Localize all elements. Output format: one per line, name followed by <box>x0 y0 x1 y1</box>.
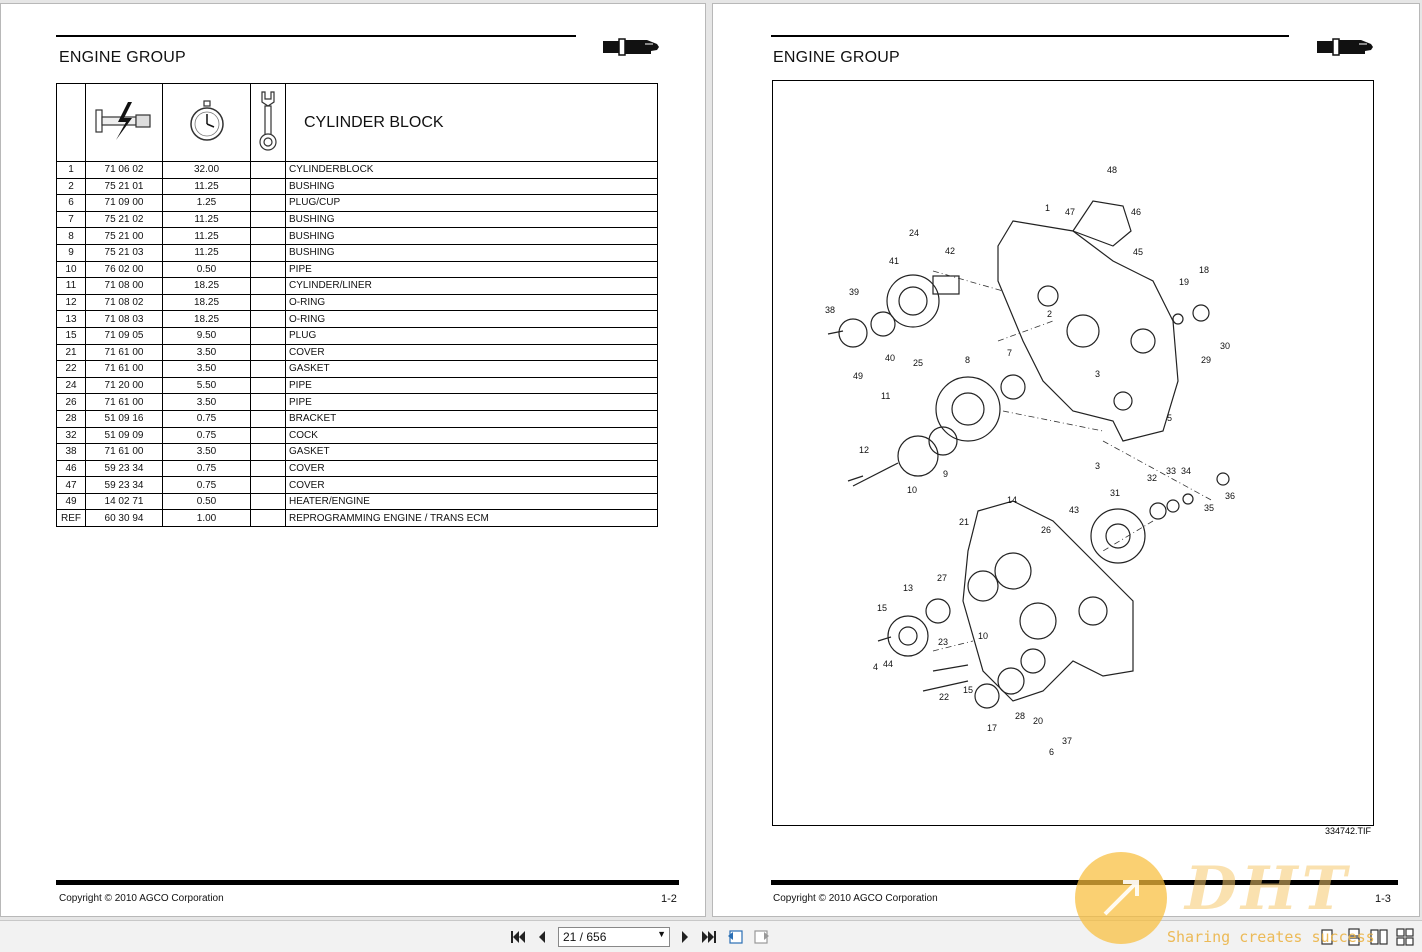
callout-label: 3 <box>1095 461 1101 471</box>
item-number-cell: 21 <box>57 344 86 361</box>
time-value-cell: 3.50 <box>163 344 251 361</box>
tool-cell <box>251 244 286 261</box>
item-number-cell: 7 <box>57 211 86 228</box>
callout-label: 40 <box>885 353 896 363</box>
operation-code-cell: 71 09 05 <box>86 327 163 344</box>
time-value-cell: 0.50 <box>163 493 251 510</box>
item-number-cell: REF <box>57 510 86 527</box>
tool-cell <box>251 460 286 477</box>
watermark-tagline: Sharing creates success <box>1167 928 1375 946</box>
callout-label: 27 <box>937 573 948 583</box>
operation-code-cell: 51 09 16 <box>86 410 163 427</box>
callout-label: 47 <box>1065 207 1076 217</box>
operation-code-cell: 71 61 00 <box>86 444 163 461</box>
footer-rule <box>771 880 1398 885</box>
description-cell: O-RING <box>286 294 658 311</box>
table-row <box>57 228 658 245</box>
callout-label: 15 <box>877 603 888 613</box>
time-value-cell: 3.50 <box>163 444 251 461</box>
first-page-icon <box>510 930 526 944</box>
tool-cell <box>251 278 286 295</box>
stopwatch-icon <box>187 99 227 143</box>
tool-cell <box>251 195 286 212</box>
description-cell: O-RING <box>286 311 658 328</box>
callout-label: 34 <box>1181 466 1192 476</box>
operation-code-cell: 71 61 00 <box>86 394 163 411</box>
operation-code-cell: 71 08 02 <box>86 294 163 311</box>
time-value-cell: 9.50 <box>163 327 251 344</box>
time-value-cell: 0.75 <box>163 427 251 444</box>
table-row <box>57 178 658 195</box>
table-row <box>57 410 658 427</box>
description-cell: PLUG/CUP <box>286 195 658 212</box>
callout-label: 6 <box>1049 747 1055 757</box>
table-row <box>57 311 658 328</box>
table-row <box>57 244 658 261</box>
chevron-down-icon[interactable]: ▼ <box>657 929 666 939</box>
description-cell: REPROGRAMMING ENGINE / TRANS ECM <box>286 510 658 527</box>
item-number-cell: 12 <box>57 294 86 311</box>
watermark-letters: DHT <box>1185 854 1351 924</box>
table-row <box>57 477 658 494</box>
operation-code-cell: 71 09 00 <box>86 195 163 212</box>
operation-code-cell: 71 20 00 <box>86 377 163 394</box>
description-cell: CYLINDERBLOCK <box>286 162 658 179</box>
callout-label: 25 <box>913 358 924 368</box>
time-value-cell: 0.50 <box>163 261 251 278</box>
table-row <box>57 460 658 477</box>
item-number-cell: 1 <box>57 162 86 179</box>
callout-label: 41 <box>889 256 900 266</box>
gear-8 <box>936 377 1000 441</box>
callout-label: 8 <box>965 355 971 365</box>
time-value-cell: 11.25 <box>163 228 251 245</box>
time-value-cell: 1.00 <box>163 510 251 527</box>
callout-label: 10 <box>907 485 918 495</box>
time-value-cell: 0.75 <box>163 477 251 494</box>
hand-icon <box>1315 35 1375 59</box>
time-value-cell: 0.75 <box>163 460 251 477</box>
operation-code-cell: 71 06 02 <box>86 162 163 179</box>
callout-label: 7 <box>1007 348 1013 358</box>
figure-reference: 334742.TIF <box>1324 826 1371 836</box>
table-row <box>57 195 658 212</box>
table-row <box>57 162 658 179</box>
tool-cell <box>251 493 286 510</box>
table-row <box>57 261 658 278</box>
description-cell: GASKET <box>286 444 658 461</box>
operation-code-cell: 71 08 00 <box>86 278 163 295</box>
continuous-facing-view-icon[interactable] <box>1396 928 1414 946</box>
time-value-cell: 0.75 <box>163 410 251 427</box>
callout-label: 17 <box>987 723 998 733</box>
item-number-cell: 2 <box>57 178 86 195</box>
tool-cell <box>251 427 286 444</box>
facing-pages-view-icon[interactable] <box>1370 928 1388 946</box>
description-cell: PIPE <box>286 261 658 278</box>
time-value-cell: 3.50 <box>163 361 251 378</box>
tool-cell <box>251 261 286 278</box>
time-value-cell: 11.25 <box>163 244 251 261</box>
tool-cell <box>251 361 286 378</box>
operation-code-cell: 75 21 02 <box>86 211 163 228</box>
item-number-cell: 28 <box>57 410 86 427</box>
callout-label: 2 <box>1047 309 1053 319</box>
description-cell: COVER <box>286 460 658 477</box>
item-number-cell: 8 <box>57 228 86 245</box>
item-number-cell: 24 <box>57 377 86 394</box>
gear-41 <box>887 275 939 327</box>
description-cell: BUSHING <box>286 228 658 245</box>
pulley-13 <box>888 616 928 656</box>
callout-label: 20 <box>1033 716 1044 726</box>
time-value-cell: 1.25 <box>163 195 251 212</box>
callout-label: 43 <box>1069 505 1080 515</box>
tool-cell <box>251 211 286 228</box>
callout-label: 28 <box>1015 711 1026 721</box>
tool-cell <box>251 178 286 195</box>
callout-label: 26 <box>1041 525 1052 535</box>
section-title: ENGINE GROUP <box>773 49 900 66</box>
callout-label: 35 <box>1204 503 1215 513</box>
go-forward-view-icon[interactable] <box>752 928 770 946</box>
operation-code-cell: 76 02 00 <box>86 261 163 278</box>
description-cell: BUSHING <box>286 244 658 261</box>
callout-label: 39 <box>849 287 860 297</box>
description-cell: COCK <box>286 427 658 444</box>
last-page-button[interactable] <box>699 927 719 947</box>
description-cell: GASKET <box>286 361 658 378</box>
copyright-text: Copyright © 2010 AGCO Corporation <box>59 893 224 904</box>
callout-label: 22 <box>939 692 950 702</box>
page-number: 1-3 <box>1375 893 1391 905</box>
tool-cell <box>251 162 286 179</box>
table-row <box>57 444 658 461</box>
callout-label: 9 <box>943 469 949 479</box>
single-page-view-icon[interactable] <box>1318 928 1336 946</box>
injector-icon <box>92 100 156 142</box>
callout-label: 10 <box>978 631 989 641</box>
time-value-cell: 18.25 <box>163 278 251 295</box>
callout-label: 14 <box>1007 495 1018 505</box>
table-row <box>57 361 658 378</box>
first-page-button[interactable] <box>508 927 528 947</box>
time-value-cell: 32.00 <box>163 162 251 179</box>
section-title: ENGINE GROUP <box>59 49 186 66</box>
callout-label: 45 <box>1133 247 1144 257</box>
description-cell: BUSHING <box>286 178 658 195</box>
cylinder-block-exploded-drawing <box>773 81 1373 825</box>
copyright-text: Copyright © 2010 AGCO Corporation <box>773 893 938 904</box>
operation-code-cell: 59 23 34 <box>86 477 163 494</box>
description-cell: BRACKET <box>286 410 658 427</box>
callout-label: 38 <box>825 305 836 315</box>
item-number-cell: 26 <box>57 394 86 411</box>
description-cell: CYLINDER/LINER <box>286 278 658 295</box>
description-cell: PLUG <box>286 327 658 344</box>
item-number-cell: 32 <box>57 427 86 444</box>
parts-table <box>56 83 658 527</box>
header-part-cell <box>86 84 163 162</box>
tool-cell <box>251 477 286 494</box>
table-row <box>57 394 658 411</box>
operation-code-cell: 75 21 03 <box>86 244 163 261</box>
tool-cell <box>251 444 286 461</box>
callout-label: 21 <box>959 517 970 527</box>
header-tool-cell <box>251 84 286 162</box>
tool-cell <box>251 327 286 344</box>
table-row <box>57 278 658 295</box>
callout-label: 13 <box>903 583 914 593</box>
time-value-cell: 18.25 <box>163 311 251 328</box>
callout-label: 4 <box>873 662 879 672</box>
item-number-cell: 46 <box>57 460 86 477</box>
item-number-cell: 9 <box>57 244 86 261</box>
description-cell: PIPE <box>286 377 658 394</box>
description-cell: COVER <box>286 477 658 494</box>
next-page-button[interactable] <box>675 927 695 947</box>
callout-label: 29 <box>1201 355 1212 365</box>
parts-table-body <box>57 162 658 527</box>
page-number-input[interactable] <box>558 927 670 947</box>
operation-code-cell: 75 21 00 <box>86 228 163 245</box>
callout-label: 12 <box>859 445 870 455</box>
callout-label: 33 <box>1166 466 1177 476</box>
callout-label: 18 <box>1199 265 1210 275</box>
time-value-cell: 5.50 <box>163 377 251 394</box>
time-value-cell: 11.25 <box>163 178 251 195</box>
gear-31 <box>1091 509 1145 563</box>
item-number-cell: 47 <box>57 477 86 494</box>
callout-label: 19 <box>1179 277 1190 287</box>
tool-cell <box>251 410 286 427</box>
time-value-cell: 11.25 <box>163 211 251 228</box>
tool-cell <box>251 394 286 411</box>
item-number-cell: 38 <box>57 444 86 461</box>
description-cell: COVER <box>286 344 658 361</box>
callout-label: 37 <box>1062 736 1073 746</box>
callout-label: 30 <box>1220 341 1231 351</box>
tool-cell <box>251 311 286 328</box>
table-row <box>57 377 658 394</box>
callout-label: 24 <box>909 228 920 238</box>
tool-cell <box>251 344 286 361</box>
right-page <box>712 3 1420 917</box>
time-value-cell: 3.50 <box>163 394 251 411</box>
header-item-cell <box>57 84 86 162</box>
callout-label: 42 <box>945 246 956 256</box>
callout-label: 11 <box>881 391 891 401</box>
callout-label: 5 <box>1167 413 1173 423</box>
item-number-cell: 15 <box>57 327 86 344</box>
item-number-cell: 10 <box>57 261 86 278</box>
viewer-toolbar <box>0 920 1422 952</box>
operation-code-cell: 59 23 34 <box>86 460 163 477</box>
page-indicator-text: 21 / 656 <box>563 930 607 944</box>
callout-labels <box>825 165 1235 757</box>
callout-label: 15 <box>963 685 974 695</box>
item-number-cell: 22 <box>57 361 86 378</box>
callout-label: 32 <box>1147 473 1158 483</box>
header-rule <box>771 35 1289 37</box>
table-row <box>57 294 658 311</box>
operation-code-cell: 71 08 03 <box>86 311 163 328</box>
table-title: CYLINDER BLOCK <box>286 84 658 162</box>
callout-label: 46 <box>1131 207 1142 217</box>
tool-cell <box>251 294 286 311</box>
table-row <box>57 427 658 444</box>
seal-17 <box>975 684 999 708</box>
description-cell: BUSHING <box>286 211 658 228</box>
operation-code-cell: 75 21 01 <box>86 178 163 195</box>
item-number-cell: 11 <box>57 278 86 295</box>
callout-label: 36 <box>1225 491 1236 501</box>
continuous-view-icon[interactable] <box>1345 928 1363 946</box>
callout-label: 49 <box>853 371 864 381</box>
wrench-icon <box>257 90 279 152</box>
description-cell: PIPE <box>286 394 658 411</box>
hand-icon <box>601 35 661 59</box>
callout-label: 23 <box>938 637 949 647</box>
callout-label: 48 <box>1107 165 1118 175</box>
time-value-cell: 18.25 <box>163 294 251 311</box>
table-row <box>57 344 658 361</box>
tool-cell <box>251 228 286 245</box>
go-back-view-icon[interactable] <box>727 928 745 946</box>
table-row <box>57 493 658 510</box>
callout-label: 3 <box>1095 369 1101 379</box>
table-row <box>57 211 658 228</box>
page-number: 1-2 <box>661 893 677 905</box>
footer-rule <box>56 880 679 885</box>
header-time-cell <box>163 84 251 162</box>
operation-code-cell: 71 61 00 <box>86 361 163 378</box>
description-cell: HEATER/ENGINE <box>286 493 658 510</box>
callout-label: 1 <box>1045 203 1051 213</box>
table-header-row <box>57 84 658 162</box>
item-number-cell: 13 <box>57 311 86 328</box>
callout-label: 31 <box>1110 488 1121 498</box>
operation-code-cell: 60 30 94 <box>86 510 163 527</box>
callout-label: 44 <box>883 659 894 669</box>
tool-cell <box>251 510 286 527</box>
last-page-icon <box>701 930 717 944</box>
exploded-view-frame <box>772 80 1374 826</box>
next-page-icon <box>679 930 691 944</box>
previous-page-icon <box>536 930 548 944</box>
operation-code-cell: 71 61 00 <box>86 344 163 361</box>
item-number-cell: 6 <box>57 195 86 212</box>
tool-cell <box>251 377 286 394</box>
header-rule <box>56 35 576 37</box>
item-number-cell: 49 <box>57 493 86 510</box>
operation-code-cell: 51 09 09 <box>86 427 163 444</box>
operation-code-cell: 14 02 71 <box>86 493 163 510</box>
table-row <box>57 510 658 527</box>
left-page <box>0 3 706 917</box>
table-row <box>57 327 658 344</box>
previous-page-button[interactable] <box>532 927 552 947</box>
